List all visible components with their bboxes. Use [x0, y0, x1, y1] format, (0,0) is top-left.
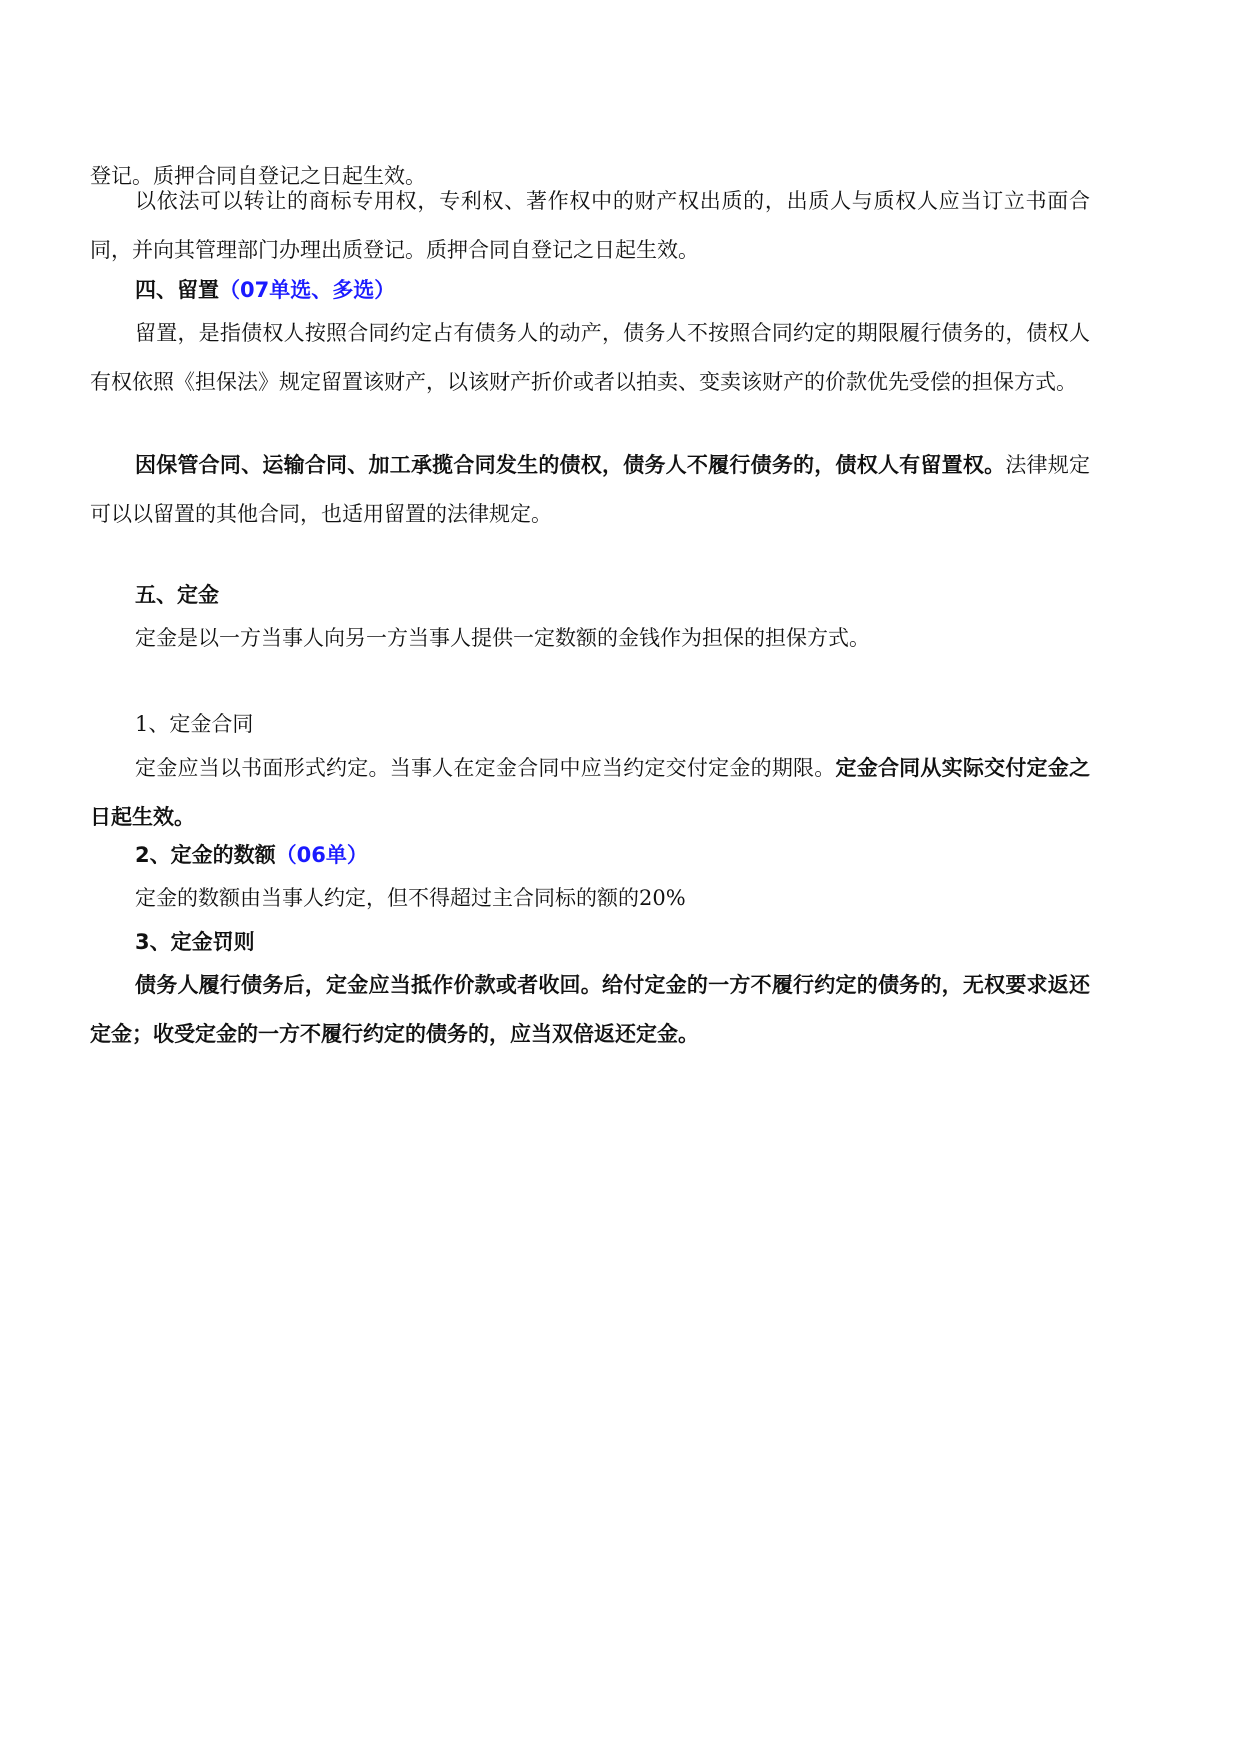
heading-title: 四、留置	[135, 278, 219, 302]
bold-text: 债务人履行债务后，定金应当抵作价款或者收回。给付定金的一方不履行约定的债务的，无权要求返还定金；收受定金的一方不履行约定的债务的，应当双倍返还定金。	[90, 973, 1090, 1046]
paragraph-deposit-definition	[90, 614, 1090, 663]
paragraph-text: 定金应当以书面形式约定。当事人在定金合同中应当约定交付定金的期限。	[135, 756, 836, 780]
paragraph-lien-contracts	[90, 441, 1090, 539]
paragraph-text: 定金是以一方当事人向另一方当事人提供一定数额的金钱作为担保的担保方式。	[135, 626, 870, 650]
paragraph-text: 定金的数额由当事人约定，但不得超过主合同标的额的20%	[135, 886, 686, 910]
paragraph-deposit-amount	[90, 874, 1090, 923]
subheading-deposit-rules	[90, 918, 1090, 967]
subheading-title: 2、定金的数额	[135, 843, 276, 867]
subheading-deposit-amount	[90, 831, 1090, 880]
paragraph-lien-definition	[90, 309, 1090, 407]
paragraph-deposit-rules	[90, 961, 1090, 1059]
subheading-deposit-contract	[90, 700, 1090, 749]
paragraph-text: 以依法可以转让的商标专用权，专利权、著作权中的财产权出质的，出质人与质权人应当订立书面合同，并向其管理部门办理出质登记。质押合同自登记之日起生效。	[90, 189, 1090, 262]
paragraph-ip-pledge	[90, 177, 1090, 275]
paragraph-text: 法律规定可以以留置的其他合同，也适用留置的法律规定。	[90, 453, 1091, 526]
section-heading-lien	[90, 266, 1090, 315]
paragraph-text: 登记。质押合同自登记之日起生效。	[90, 164, 426, 188]
section-heading-deposit	[90, 571, 1090, 620]
subheading-title: 1、定金合同	[135, 712, 254, 736]
exam-tag: （06单）	[275, 843, 368, 867]
subheading-title: 3、定金罚则	[135, 930, 255, 954]
paragraph-text: 留置，是指债权人按照合同约定占有债务人的动产，债务人不按照合同约定的期限履行债务的，债权人有权依照《担保法》规定留置该财产，以该财产折价或者以拍卖、变卖该财产的价款优先受偿的担保方式。	[90, 321, 1090, 394]
exam-tag: （07单选、多选）	[219, 278, 396, 302]
bold-text: 定金合同从实际交付定金之日起生效。	[90, 756, 1090, 829]
heading-title: 五、定金	[135, 583, 219, 607]
bold-text: 因保管合同、运输合同、加工承揽合同发生的债权，债务人不履行债务的，债权人有留置权。	[135, 453, 1006, 477]
paragraph-deposit-contract	[90, 744, 1090, 842]
